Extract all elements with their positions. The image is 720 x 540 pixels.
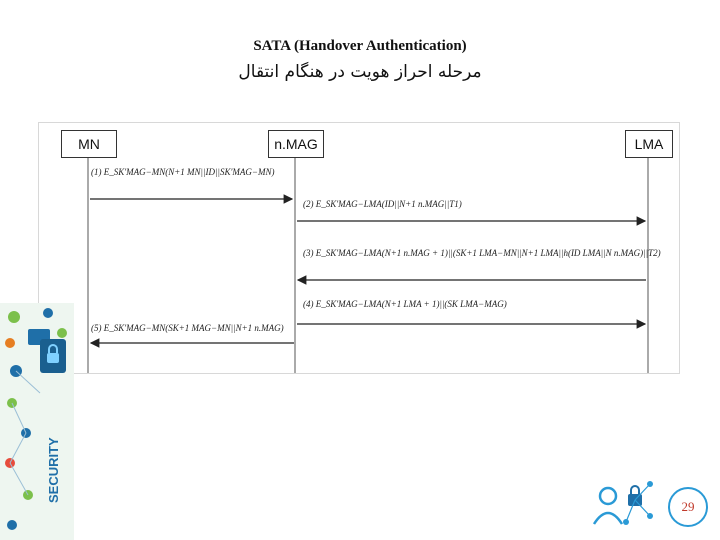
- slide-subtitle: مرحله احراز هویت در هنگام انتقال: [238, 62, 482, 82]
- person-body-icon: [594, 513, 622, 524]
- message-3-label: (3) E_SK'MAG−LMA(N+1 n.MAG + 1)||(SK+1 LMA−MN||N+1 LMA||h(ID LMA||N n.MAG)||T2): [303, 248, 661, 258]
- person-head-icon: [600, 488, 616, 504]
- slide-title: SATA (Handover Authentication): [253, 38, 467, 54]
- message-5-label: (5) E_SK'MAG−MN(SK+1 MAG−MN||N+1 n.MAG): [91, 323, 284, 333]
- message-2-label: (2) E_SK'MAG−LMA(ID||N+1 n.MAG||T1): [303, 199, 462, 209]
- entity-mn: MN: [61, 130, 117, 158]
- page-number: 29: [668, 487, 708, 527]
- security-person-logo: [592, 474, 656, 534]
- icon-dot: [8, 311, 20, 323]
- icon-dot: [7, 520, 17, 530]
- message-1-label: (1) E_SK'MAG−MN(N+1 MN||ID||SK'MAG−MN): [91, 167, 275, 177]
- entity-nmag: n.MAG: [268, 130, 324, 158]
- sequence-diagram: [38, 122, 680, 374]
- icon-dot: [5, 338, 15, 348]
- icon-dot: [57, 328, 67, 338]
- security-decoration: [0, 303, 74, 540]
- icon-dot: [43, 308, 53, 318]
- entity-lma: LMA: [625, 130, 673, 158]
- security-side-label: SECURITY: [46, 437, 61, 503]
- message-4-label: (4) E_SK'MAG−LMA(N+1 LMA + 1)||(SK LMA−MAG): [303, 299, 507, 309]
- lock-body-icon: [47, 353, 59, 363]
